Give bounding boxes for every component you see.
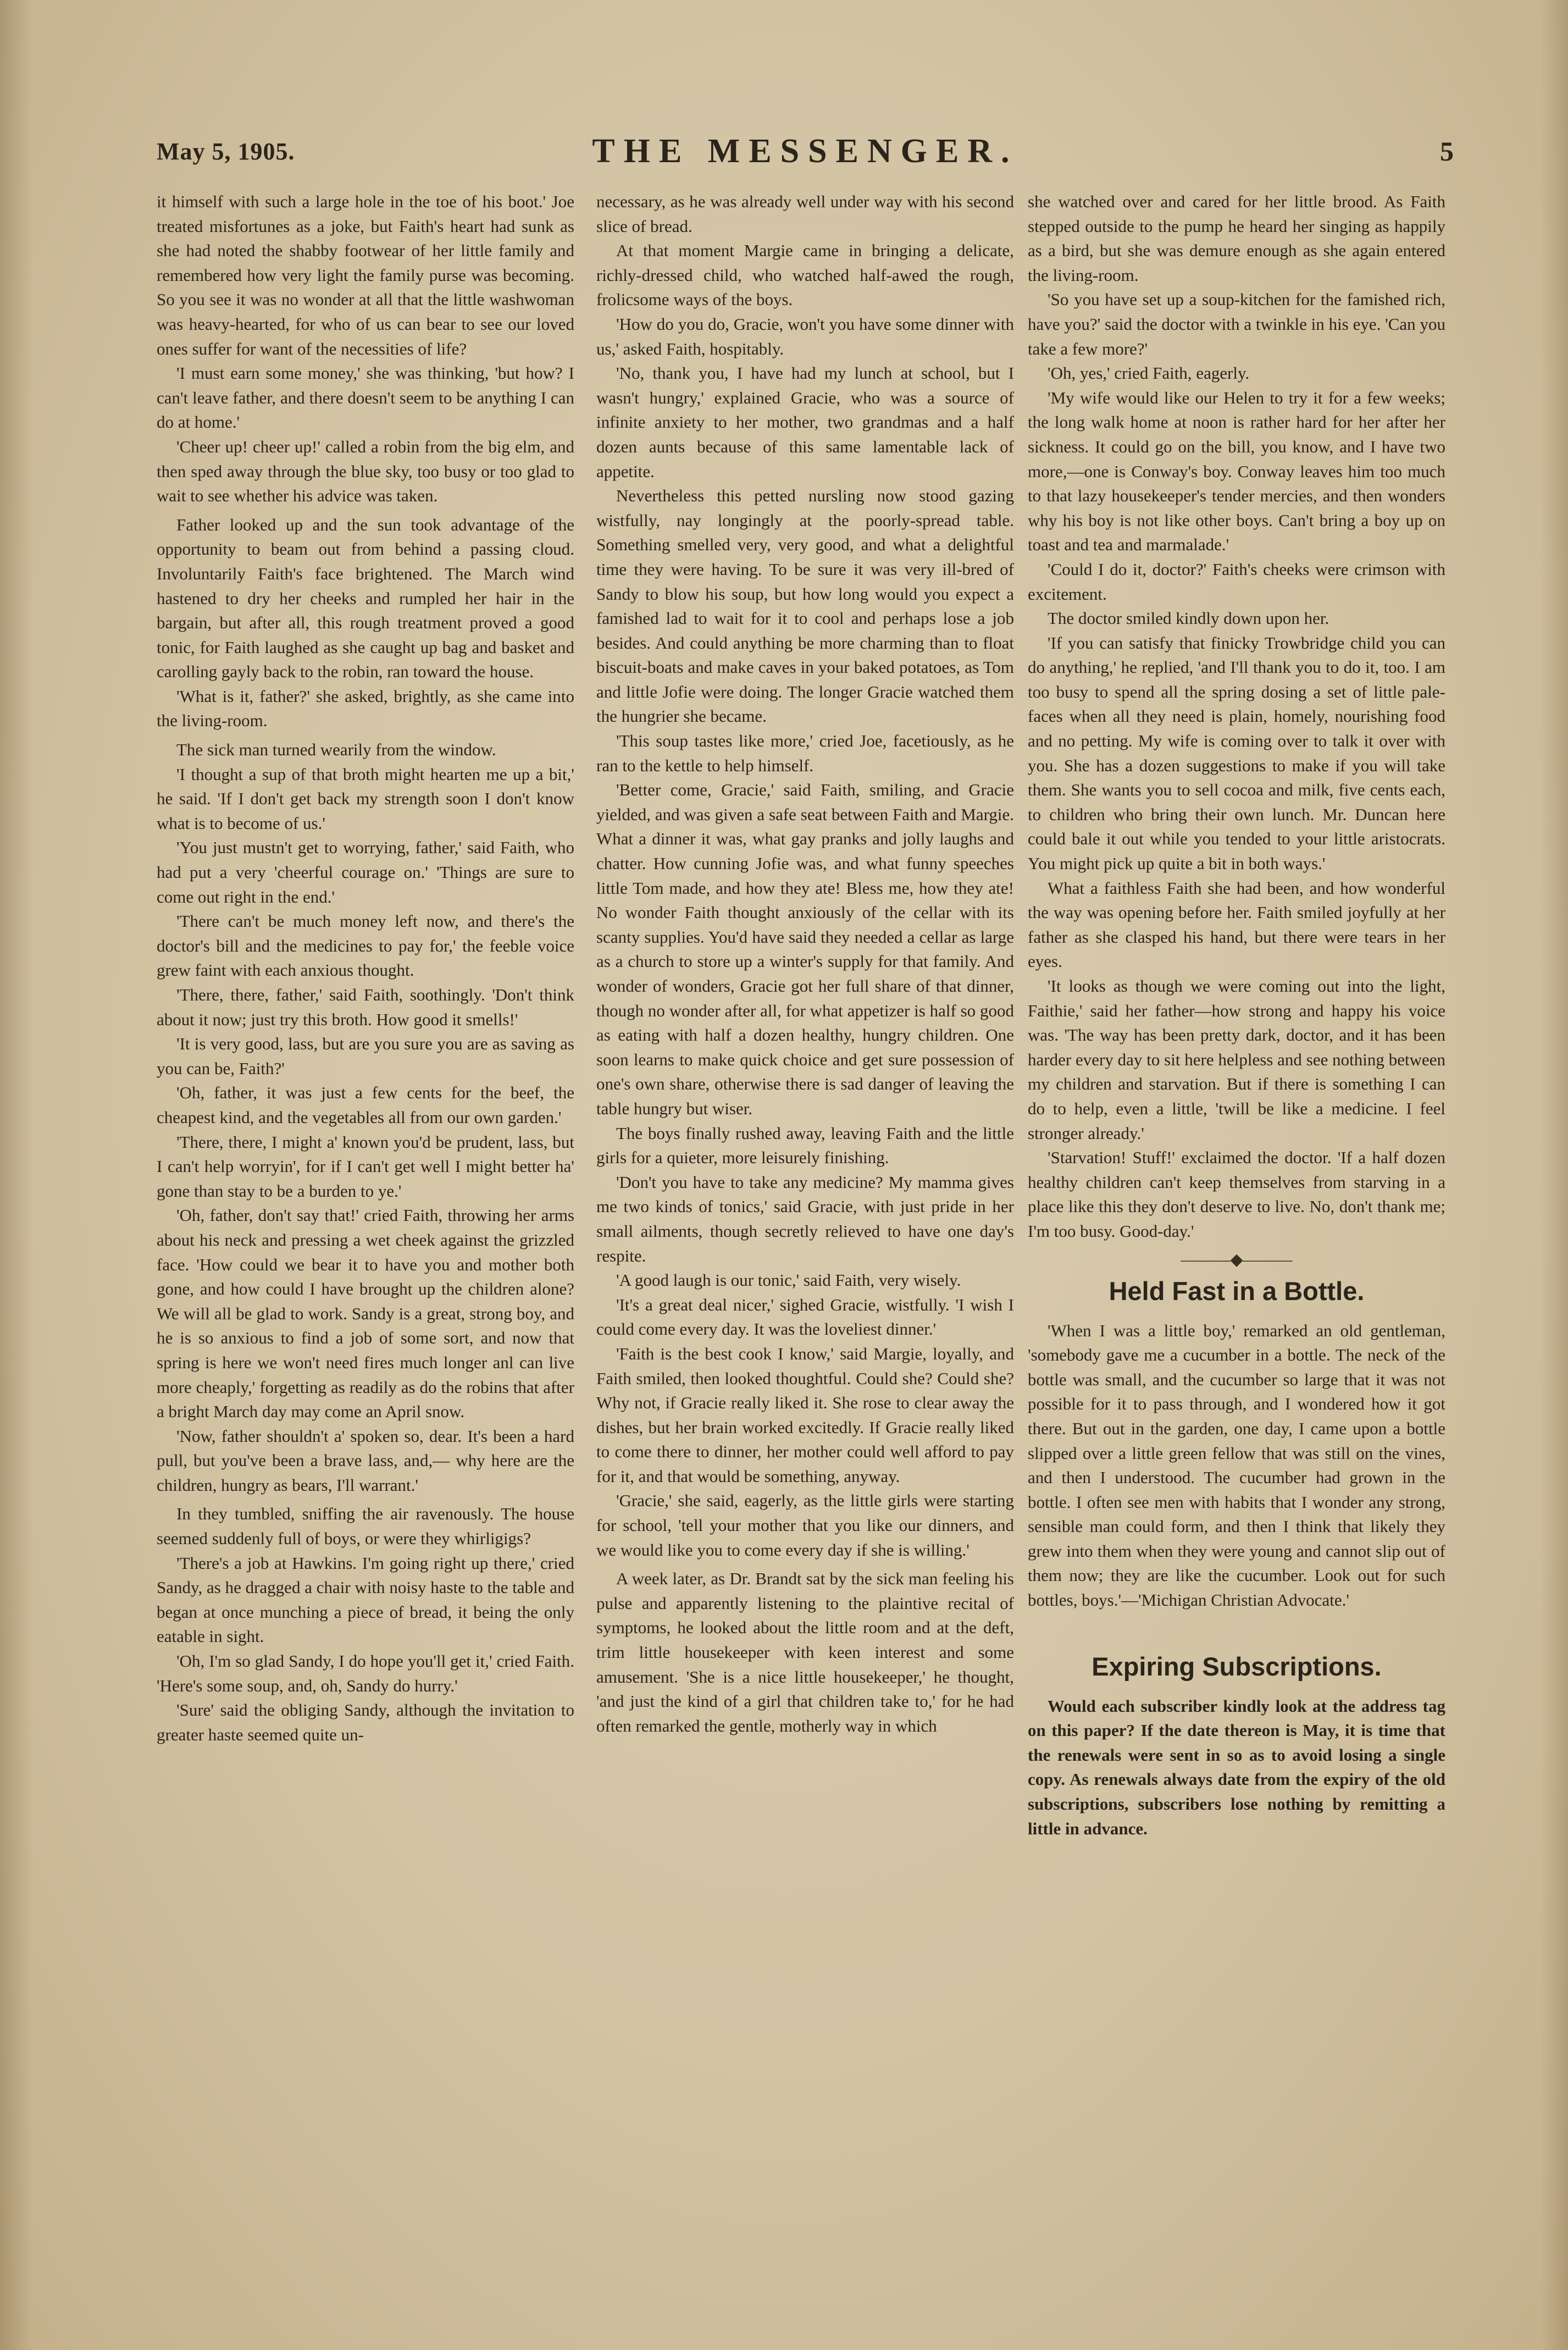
newspaper-title: THE MESSENGER. <box>592 132 1018 170</box>
paragraph: 'Starvation! Stuff!' exclaimed the doctor. 'If a half dozen healthy children can't keep themselves from starving in a place like this they don't deserve to live. No, don't thank me; I'm too busy. Good-day.' <box>1028 1148 1445 1241</box>
paragraph: 'Don't you have to take any medicine? My mamma gives me two kinds of tonics,' said Gracie, with just pride in her small ailments, though secretly relieved to have one day's respite. <box>596 1172 1014 1265</box>
paragraph: Nevertheless this petted nursling now stood gazing wistfully, nay longingly at the poorly-spread table. Something smelled very, very good, and what a delightful time they were having. To be sure it was very ill-bred of Sandy to blow his soup, but how long would you expect a famished lad to wait for it to cool and perhaps lose a job besides. And could anything be more charming than to float biscuit-boats and make caves in your baked potatoes, as Tom and little Jofie were doing. The longer Gracie watched them the hungrier she became. <box>596 486 1014 726</box>
masthead <box>157 132 1454 187</box>
paragraph: The boys finally rushed away, leaving Faith and the little girls for a quieter, more leisurely finishing. <box>596 1123 1014 1168</box>
paragraph: 'You just mustn't get to worrying, father,' said Faith, who had put a very 'cheerful courage on.' 'Things are sure to come out right in the end.' <box>157 838 574 906</box>
paragraph: 'A good laugh is our tonic,' said Faith, very wisely. <box>616 1270 961 1290</box>
paragraph: 'It's a great deal nicer,' sighed Gracie, wistfully. 'I wish I could come every day. It was the loveliest dinner.' <box>596 1295 1014 1339</box>
paragraph: The sick man turned wearily from the window. <box>176 740 496 760</box>
article-body-subscriptions: Would each subscriber kindly look at the address tag on this paper? If the date thereon is May, it is time that the renewals were sent in so as to avoid losing a single copy. As renewals always date from the expiry of the old subscriptions, subscribers lose nothing by remitting a little in advance. <box>1028 1696 1445 1838</box>
paragraph: 'I must earn some money,' she was thinking, 'but how? I can't leave father, and there doesn't seem to be anything I can do at home.' <box>157 363 574 432</box>
page-edge-stain-right <box>1541 0 1568 2350</box>
paragraph: 'Could I do it, doctor?' Faith's cheeks were crimson with excitement. <box>1028 559 1445 604</box>
paragraph: 'How do you do, Gracie, won't you have some dinner with us,' asked Faith, hospitably. <box>596 314 1014 358</box>
paragraph: 'There, there, I might a' known you'd be prudent, lass, but I can't help worryin', for if I can't get well I might better ha' gone than stay to be a burden to ye.' <box>157 1132 574 1201</box>
page-number: 5 <box>1440 136 1454 167</box>
article-heading-bottle: Held Fast in a Bottle. <box>1109 1276 1365 1306</box>
paragraph: 'It is very good, lass, but are you sure you are as saving as you can be, Faith?' <box>157 1034 574 1078</box>
paragraph: 'Oh, father, it was just a few cents for the beef, the cheapest kind, and the vegetables all from our own garden.' <box>157 1083 574 1127</box>
paragraph: 'Sure' said the obliging Sandy, although the invitation to greater haste seemed quite un- <box>157 1700 574 1744</box>
paragraph: 'There's a job at Hawkins. I'm going right up there,' cried Sandy, as he dragged a chair with noisy haste to the table and began at once munching a piece of bread, it being the only eatable in sight. <box>157 1553 574 1646</box>
paragraph: 'No, thank you, I have had my lunch at school, but I wasn't hungry,' explained Gracie, who was a source of infinite anxiety to her mother, two grandmas and a half dozen aunts because of this same lamentable lack of appetite. <box>596 363 1014 481</box>
paragraph: 'What is it, father?' she asked, brightly, as she came into the living-room. <box>157 686 574 731</box>
paragraph: 'I thought a sup of that broth might hearten me up a bit,' he said. 'If I don't get back my strength soon I don't know what is to become of us.' <box>157 764 574 833</box>
paragraph: necessary, as he was already well under way with his second slice of bread. <box>596 192 1014 236</box>
paragraph: The doctor smiled kindly down upon her. <box>1048 609 1329 628</box>
paragraph: 'So you have set up a soup-kitchen for the famished rich, have you?' said the doctor with a twinkle in his eye. 'Can you take a few more?' <box>1028 290 1445 358</box>
column-1 <box>157 190 574 2229</box>
column-2 <box>596 190 1014 2229</box>
paragraph: 'Better come, Gracie,' said Faith, smiling, and Gracie yielded, and was given a safe seat between Faith and Margie. What a dinner it was, what gay pranks and jolly laughs and chatter. How cunning Jofie was, and what funny speeches little Tom made, and how they ate! Bless me, how they ate! No wonder Faith thought anxiously of the cellar with its scanty supplies. You'd have said they needed a cellar as large as a church to store up a winter's supply for that family. And wonder of wonders, Gracie got her full share of that dinner, though no wonder after all, for what appetizer is half so good as eating with half a dozen healthy, hungry children. One soon learns to make quick choice and get sure possession of one's own share, otherwise there is sad danger of leaving the table hungry but wiser. <box>596 780 1014 1118</box>
paragraph: 'Now, father shouldn't a' spoken so, dear. It's been a hard pull, but you've been a brave lass, and,— why here are the children, hungry as bears, I'll warrant.' <box>157 1426 574 1495</box>
paragraph: it himself with such a large hole in the toe of his boot.' Joe treated misfortunes as a joke, but Faith's heart had sunk as she had noted the shabby footwear of her little family and remembered how very light the family purse was becoming. So you see it was no wonder at all that the little washwoman was heavy-hearted, for who of us can bear to see our loved ones suffer for want of the necessities of life? <box>157 192 574 358</box>
paragraph: What a faithless Faith she had been, and how wonderful the way was opening before her. Faith smiled joyfully at her father as she clasped his hand, but there were tears in her eyes. <box>1028 878 1445 971</box>
paragraph: 'Gracie,' she said, eagerly, as the little girls were starting for school, 'tell your mother that you like our dinners, and we would like you to come every day if she is willing.' <box>596 1491 1014 1560</box>
section-divider-ornament: ———◆——— <box>1181 1250 1293 1269</box>
paragraph: 'Oh, I'm so glad Sandy, I do hope you'll get it,' cried Faith. 'Here's some soup, and, oh, Sandy do hurry.' <box>157 1651 574 1695</box>
article-body-bottle: 'When I was a little boy,' remarked an old gentleman, 'somebody gave me a cucumber in a bottle. The neck of the bottle was small, and the cucumber so large that it was not possible for it to pass through, and I wondered how it got there. But out in the garden, one day, I came upon a bottle slipped over a little green fellow that was still on the vines, and then I understood. The cucumber had grown in the bottle. I often see men with habits that I wonder any strong, sensible man could form, and then I think that likely they grew into them when they were young and cannot slip out of them now; they are like the cucumber. Look out for such bottles, boys.'—'Michigan Christian Advocate.' <box>1028 1320 1445 1610</box>
paragraph: 'There, there, father,' said Faith, soothingly. 'Don't think about it now; just try this broth. How good it smells!' <box>157 985 574 1029</box>
paragraph: In they tumbled, sniffing the air ravenously. The house seemed suddenly full of boys, or were they whirligigs? <box>157 1504 574 1549</box>
paragraph: Father looked up and the sun took advantage of the opportunity to beam out from behind a passing cloud. Involuntarily Faith's face brightened. The March wind hastened to dry her cheeks and rumpled her hair in the bargain, but after all, this rough treatment proved a good tonic, for Faith laughed as she caught up bag and basket and carolling gayly back to the robin, ran toward the house. <box>157 515 574 682</box>
paragraph: 'This soup tastes like more,' cried Joe, facetiously, as he ran to the kettle to help himself. <box>596 731 1014 775</box>
paragraph: 'Oh, yes,' cried Faith, eagerly. <box>1048 363 1250 383</box>
column-3-story <box>1028 190 1445 1244</box>
paragraph: 'If you can satisfy that finicky Trowbridge child you can do anything,' he replied, 'and I'll thank you to do it, too. I am too busy to spend all the spring dosing a set of little pale-faces when all they need is plain, homely, nourishing food and no petting. My wife is coming over to talk it over with you. She has a dozen suggestions to make if you will take them. She wants you to sell cocoa and milk, five cents each, to children who bring their own lunch. Mr. Duncan here could bale it out while you tended to your little aristocrats. You might pick up quite a bit in both ways.' <box>1028 633 1445 873</box>
article-heading-subscriptions: Expiring Subscriptions. <box>1091 1651 1382 1681</box>
paragraph: 'Faith is the best cook I know,' said Margie, loyally, and Faith smiled, then looked thoughtful. Could she? Could she? Why not, if Gracie really liked it. She rose to clear away the dishes, but her brain worked excitedly. If Gracie really liked to come there to dinner, her mother could well afford to pay for it, and that would be something, anyway. <box>596 1343 1014 1486</box>
paragraph: 'Oh, father, don't say that!' cried Faith, throwing her arms about his neck and pressing a wet cheek against the grizzled face. 'How could we bear it to have you and mother both gone, and how could I have brought up the children alone? We will all be glad to work. Sandy is a great, strong boy, and he is so anxious to find a job of some sort, and now that spring is here we won't need fires much longer anl can live more cheaply,' forgetting as readily as do the robins that after a bright March day may come an April snow. <box>157 1206 574 1422</box>
paragraph: 'There can't be much money left now, and there's the doctor's bill and the medicines to pay for,' the feeble voice grew faint with each anxious thought. <box>157 911 574 980</box>
column-3 <box>1028 190 1445 2229</box>
paragraph: At that moment Margie came in bringing a delicate, richly-dressed child, who watched half-awed the rough, frolicsome ways of the boys. <box>596 241 1014 309</box>
page-edge-stain-left <box>0 0 33 2350</box>
paragraph: A week later, as Dr. Brandt sat by the sick man feeling his pulse and apparently listening to the plaintive recital of symptoms, he looked about the little room and at the deft, trim little housekeeper with keen interest and some amusement. 'She is a nice little housekeeper,' he thought, 'and just the kind of a girl that children take to,' for he had often remarked the gentle, motherly way in which <box>596 1569 1014 1735</box>
paragraph: 'My wife would like our Helen to try it for a few weeks; the long walk home at noon is rather hard for her after her sickness. It could go on the bill, you know, and I have two more,—one is Conway's boy. Conway leaves him too much to that lazy housekeeper's tender mercies, and then wonders why his boy is not like other boys. Can't bring a boy up on toast and tea and marmalade.' <box>1028 388 1445 555</box>
paragraph: 'Cheer up! cheer up!' called a robin from the big elm, and then sped away through the blue sky, too busy or too glad to wait to see whether his advice was taken. <box>157 436 574 506</box>
issue-date: May 5, 1905. <box>157 138 295 165</box>
paragraph: she watched over and cared for her little brood. As Faith stepped outside to the pump he heard her singing as happily as a bird, but she was demure enough as she again entered the living-room. <box>1028 192 1445 285</box>
paragraph: 'It looks as though we were coming out into the light, Faithie,' said her father—how strong and happy his voice was. 'The way has been pretty dark, doctor, and it has been harder every day to sit here helpless and see nothing between my children and starvation. But if there is something I can do to help, even a little, 'twill be like a medicine. I feel stronger already.' <box>1028 976 1445 1143</box>
